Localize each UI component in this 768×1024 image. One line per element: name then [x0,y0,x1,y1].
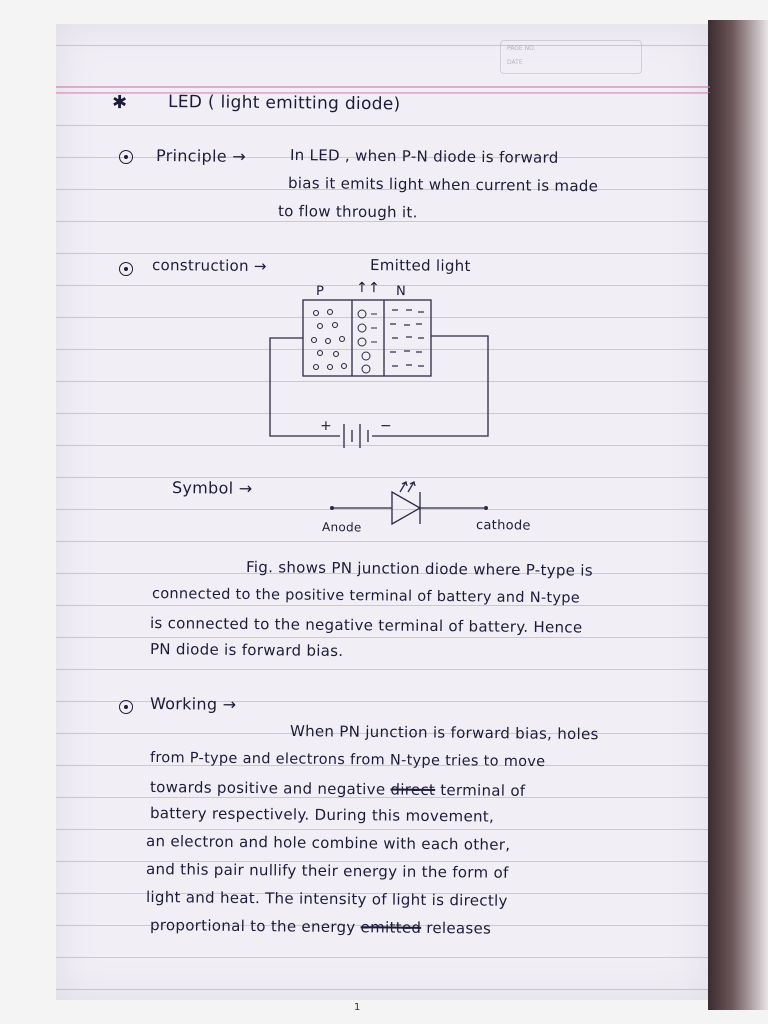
battery-minus-label: − [379,418,393,435]
working-line-7: light and heat. The intensity of light is directly [145,888,508,910]
fig-note-line-3: is connected to the negative terminal of battery. Hence [149,614,583,637]
page-title: LED ( light emitting diode) [167,92,401,115]
anode-label: Anode [321,520,362,535]
fig-note-line-4: PN diode is forward bias. [149,640,344,661]
anode-terminal-dot [330,506,334,510]
symbol-label: Symbol → [171,478,253,498]
n-region-label: N [395,284,407,300]
led-symbol [332,482,486,524]
p-region-holes [312,310,347,370]
struck-word: direct [390,780,436,799]
working-line-1: When PN junction is forward bias, holes [289,722,599,744]
working-line-4: battery respectively. During this movement, [149,804,495,826]
fig-note-line-2: connected to the positive terminal of battery and N-type [151,586,581,607]
working-label: Working → [149,694,237,714]
circuit-wire-right [372,336,488,436]
principle-label: Principle → [155,146,247,166]
page-number: 1 [354,1002,361,1013]
principle-line-3: to flow through it. [277,202,418,222]
working-line-8: proportional to the energy emitted releases [149,916,492,938]
emitted-light-label: Emitted light [369,256,471,276]
construction-label: construction → [151,256,267,276]
battery-plus-label: + [319,418,333,435]
cathode-terminal-dot [484,506,488,510]
working-line-5: an electron and hole combine with each other, [145,832,511,854]
cathode-label: cathode [475,518,531,534]
page-number-box: PAGE NO. DATE [500,40,642,74]
working-line-3: towards positive and negative direct terminal of [149,778,526,800]
star-mark: ✱ [111,92,128,114]
principle-line-2: bias it emits light when current is made [287,174,599,196]
junction-ions [358,310,377,373]
struck-word: emitted [360,918,422,937]
n-region-electrons [390,310,424,366]
light-arrows-icon: ↑↑ [355,280,381,297]
principle-line-1: In LED , when P-N diode is forward [289,146,559,167]
p-region-label: P [315,284,325,300]
circuit-wire-left [270,338,340,436]
fig-note-line-1: Fig. shows PN junction diode where P-type is [245,558,593,580]
working-line-6: and this pair nullify their energy in the form of [145,860,509,882]
bullet-icon [119,700,133,714]
working-line-2: from P-type and electrons from N-type tries to move [149,750,546,771]
